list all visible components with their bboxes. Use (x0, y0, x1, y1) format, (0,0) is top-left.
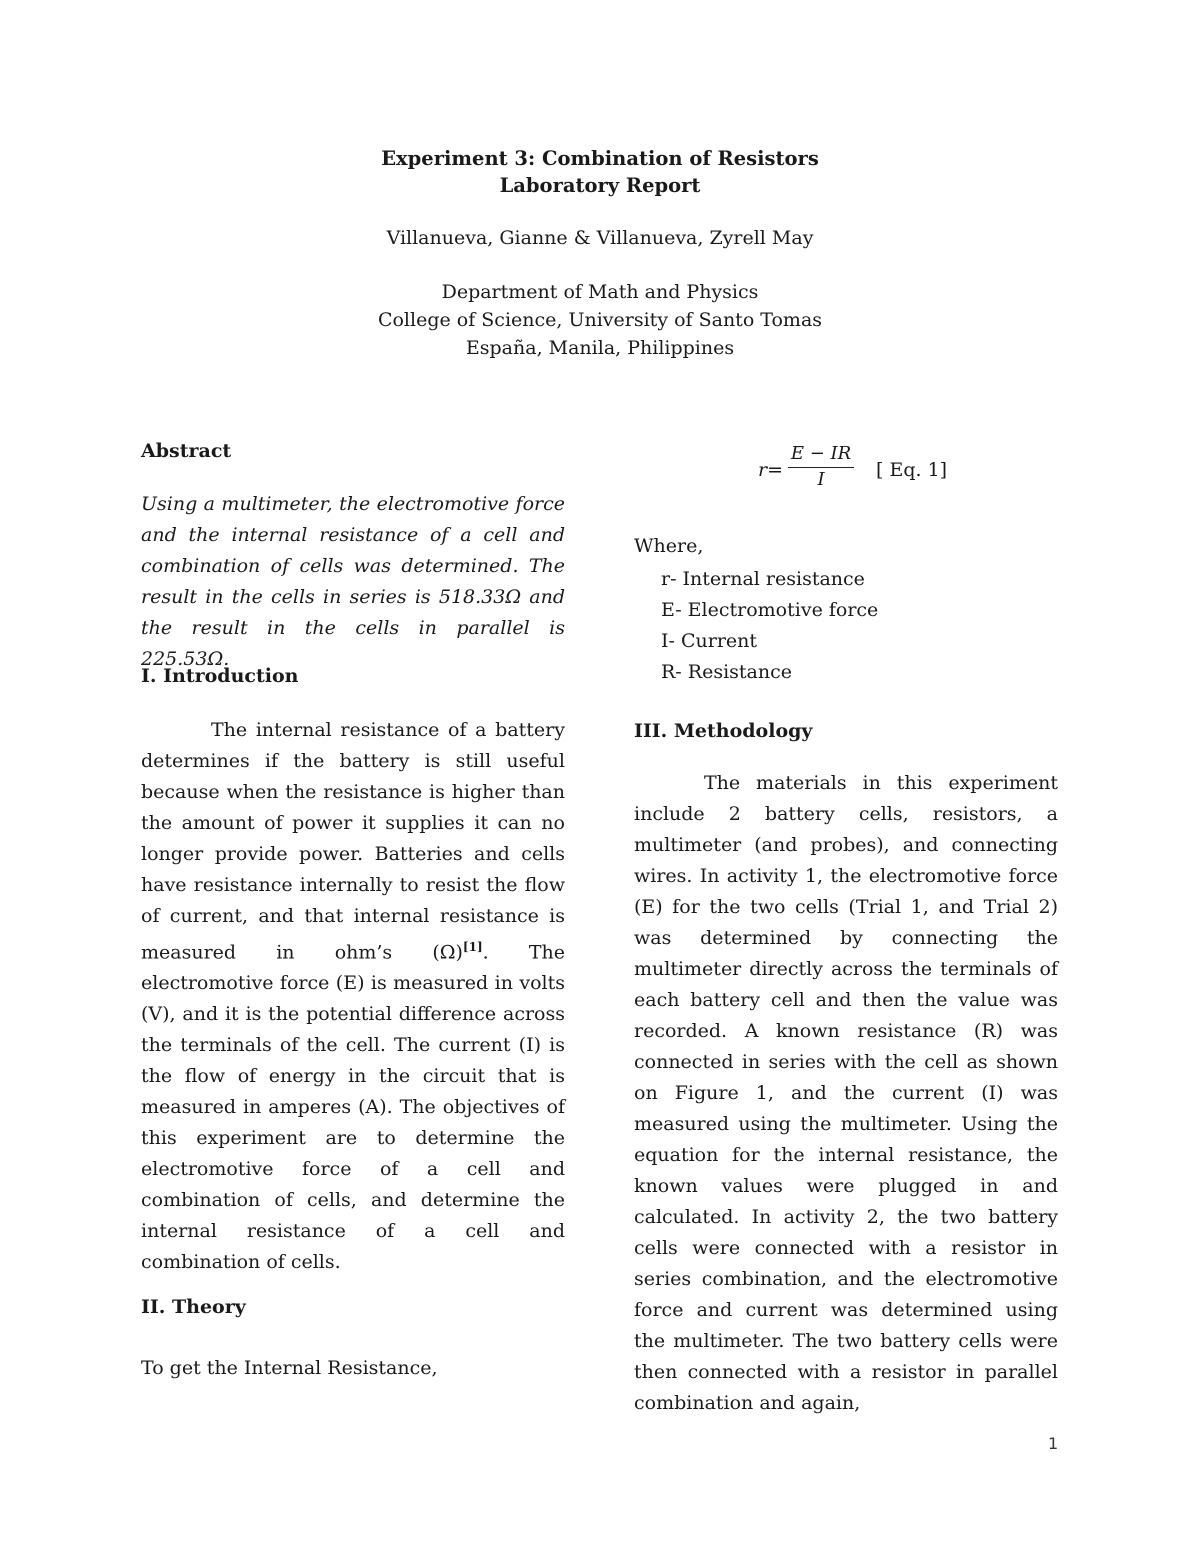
theory-heading: II. Theory (141, 1296, 246, 1318)
theory-text: To get the Internal Resistance, (141, 1357, 438, 1379)
variable-item: E- Electromotive force (661, 599, 879, 621)
methodology-text (634, 768, 1058, 1419)
where-label: Where, (634, 535, 704, 557)
equation-denominator: I (817, 469, 825, 490)
affiliation-department: Department of Math and Physics (441, 281, 759, 303)
introduction-text (141, 715, 565, 1278)
report-title (0, 145, 1200, 199)
variable-item: r- Internal resistance (661, 568, 865, 590)
abstract-text: Using a multimeter, the electromotive force and the internal resistance of a cell and combination of cells was determined. The result in the cells in series is 518.33Ω and the result in the cells in parallel is 225.53Ω. (141, 493, 565, 670)
variable-list (661, 564, 878, 688)
affiliation-college: College of Science, University of Santo Tomas (377, 309, 823, 331)
methodology-body: The materials in this experiment include 2 battery cells, resistors, a multimeter (and probes), and connecting wires. In activity 1, the electromotive force (E) for the two cells (Trial 1, and Trial 2) was determined by connecting the multimeter directly across the terminals of each battery cell and then the value was recorded. A known resistance (R) was connected in series with the cell as shown on Figure 1, and the current (I) was measured using the multimeter. Using the equation for the internal resistance, the known values were plugged in and calculated. In activity 2, the two battery cells were connected with a resistor in series combination, and the electromotive force and current was determined using the multimeter. The two battery cells were then connected with a resistor in parallel combination and again, (634, 772, 1058, 1414)
authors: Villanueva, Gianne & Villanueva, Zyrell May (386, 227, 814, 249)
introduction-text-part-2: . The electromotive force (E) is measured in volts (V), and it is the potential difference across the terminals of the cell. The current (I) is the flow of energy in the circuit that is measured in amperes (A). The objectives of this experiment are to determine the electromotive force of a cell and combination of cells, and determine the internal resistance of a cell and combination of cells. (141, 941, 565, 1274)
equation-1 (758, 442, 998, 498)
title-line-2: Laboratory Report (499, 174, 701, 197)
introduction-heading: I. Introduction (141, 665, 299, 687)
variable-item: R- Resistance (661, 661, 792, 683)
introduction-text-part-1: The internal resistance of a battery determines if the battery is still useful because when the resistance is higher than the amount of power it supplies it can no longer provide power. Batteries and cells have resistance internally to resist the flow of current, and that internal resistance is measured in ohm’s (Ω) (141, 719, 565, 964)
equation-numerator: E − IR (790, 443, 852, 464)
fraction-bar (788, 467, 854, 468)
variable-item: I- Current (661, 630, 758, 652)
methodology-heading: III. Methodology (634, 720, 813, 742)
equation-label: [ Eq. 1] (876, 459, 948, 481)
abstract-heading: Abstract (141, 440, 232, 462)
equation-lhs: r= (758, 459, 784, 481)
affiliation (0, 278, 1200, 362)
page-number: 1 (1048, 1434, 1059, 1453)
title-line-1: Experiment 3: Combination of Resistors (381, 147, 819, 170)
citation-ref: [1] (462, 940, 483, 954)
equation-fraction (788, 442, 854, 491)
affiliation-location: España, Manila, Philippines (465, 337, 735, 359)
